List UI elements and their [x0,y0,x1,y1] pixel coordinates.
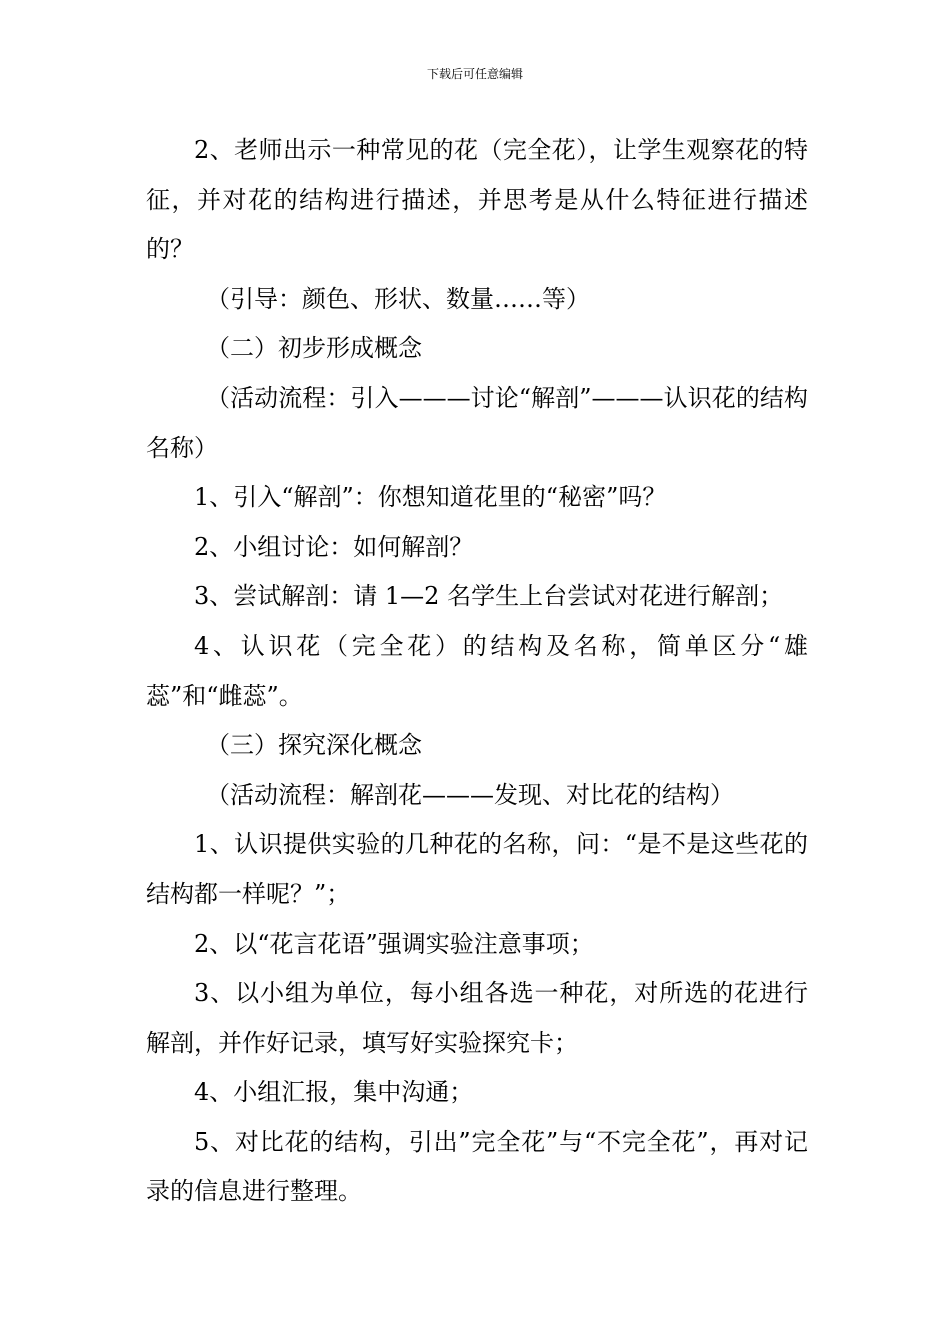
paragraph-step-discuss: 2、小组讨论：如何解剖？ [194,532,474,561]
paragraph-activity-flow-two: （活动流程：解剖花———发现、对比花的结构） [206,780,734,809]
paragraph-step-group-report: 4、小组汇报，集中沟通； [194,1078,474,1107]
paragraph-step-group-dissect: 3、以小组为单位，每小组各选一种花，对所选的花进行解剖，并作好记录，填写好实验探究卡； [146,979,808,1057]
paragraph-guidance: （引导：颜色、形状、数量……等） [206,284,590,313]
page-header: 下载后可任意编辑 [426,67,523,81]
paragraph-step-flower-names: 1、认识提供实验的几种花的名称，问：“是不是这些花的结构都一样呢？”； [146,830,808,908]
paragraph-step-compare: 5、对比花的结构，引出”完全花”与“不完全花”，再对记录的信息进行整理。 [146,1127,808,1206]
document-body [146,126,808,1217]
paragraph-step-introduce: 1、引入“解剖”：你想知道花里的“秘密”吗？ [194,483,667,512]
paragraph-step-precautions: 2、以“花言花语”强调实验注意事项； [194,929,594,958]
section-heading-two: （二）初步形成概念 [206,334,422,363]
paragraph-activity-flow-one: （活动流程：引入———讨论“解剖”———认识花的结构名称） [146,383,808,462]
section-heading-three: （三）探究深化概念 [206,731,422,760]
paragraph-teacher-shows-flower: 2、老师出示一种常见的花（完全花），让学生观察花的特征，并对花的结构进行描述，并思考是从什么特征进行描述的？ [146,136,808,264]
paragraph-step-try-dissect: 3、尝试解剖：请 1—2 名学生上台尝试对花进行解剖； [194,582,784,611]
paragraph-step-recognize-structure: 4、认识花（完全花）的结构及名称，简单区分“雄蕊”和“雌蕊”。 [146,631,808,710]
